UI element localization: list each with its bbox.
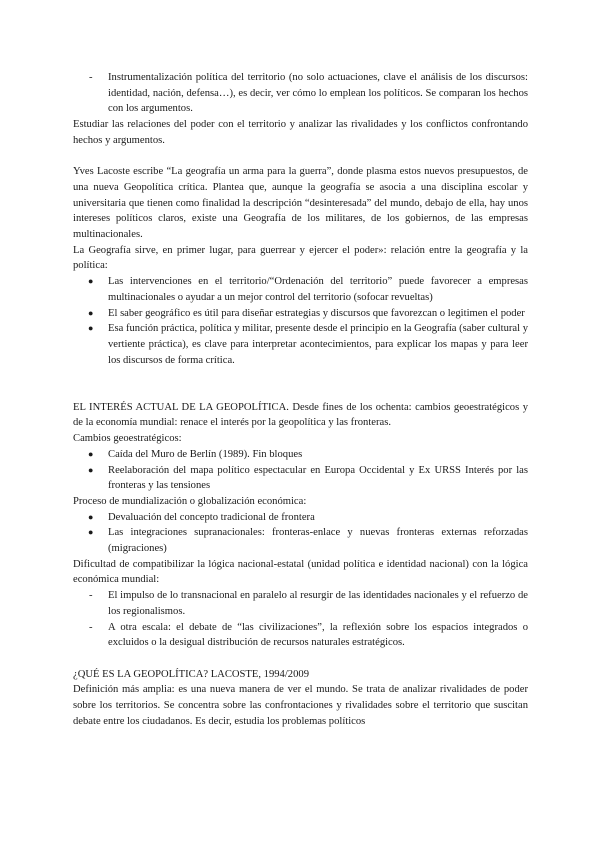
section-heading: ¿QUÉ ES LA GEOPOLÍTICA? LACOSTE, 1994/2009 — [73, 668, 309, 680]
dash-marker: - — [89, 590, 93, 602]
bullet-item-text: Caída del Muro de Berlín (1989). Fin bloques — [108, 448, 303, 460]
paragraph: Estudiar las relaciones del poder con el territorio y analizar las rivalidades y los conflictos confrontando hechos y argumentos. — [73, 119, 528, 146]
bullet-item-text: El saber geográfico es útil para diseñar estrategias y discursos que favorezcan o legitimen el poder — [108, 307, 525, 319]
bullet-list-item — [73, 463, 528, 494]
bullet-list-item — [73, 447, 528, 463]
dash-item-text: Instrumentalización política del territorio (no solo actuaciones, clave el análisis de los discursos: identidad, nación, defensa…), es decir, ver cómo lo emplean los políticos. Se comparan los hechos con los argumentos. — [108, 72, 528, 115]
bullet-marker: ● — [88, 276, 94, 287]
bullet-marker: ● — [88, 511, 94, 522]
bullet-list-item — [73, 321, 528, 368]
paragraph: Definición más amplia: es una nueva manera de ver el mundo. Se trata de analizar rivalidades de poder sobre los territorios. Se concentra sobre las confrontaciones y rivalidades sobre el territorio que suscitan debate entre los ciudadanos. Es decir, estudia los problemas políticos — [73, 684, 528, 727]
paragraph: Proceso de mundialización o globalización económica: — [73, 495, 307, 507]
bullet-item-text: Devaluación del concepto tradicional de frontera — [108, 511, 315, 523]
paragraph: Yves Lacoste escribe “La geografía un arma para la guerra”, donde plasma estos nuevos presupuestos, de una nueva Geopolítica crítica. Plantea que, aunque la geografía se asocia a una disciplina escolar y universitaria que tienen como finalidad la descripción “desinteresada” del mundo, debajo de ella, hay unos intereses políticos claros, existe una Geografía de los militares, de los gobiernos, de las empresas multinacionales. — [73, 166, 528, 241]
bullet-list-item — [73, 510, 528, 526]
bullet-marker: ● — [88, 307, 94, 318]
dash-item-text: A otra escala: el debate de “las civilizaciones”, la reflexión sobre los espacios integrados o excluidos o la desigual distribución de recursos naturales estratégicos. — [108, 621, 528, 649]
dash-list-item — [73, 588, 528, 619]
bullet-list-item — [73, 274, 528, 305]
paragraph: Cambios geoestratégicos: — [73, 433, 182, 445]
section-heading-paragraph: EL INTERÉS ACTUAL DE LA GEOPOLÍTICA. Desde fines de los ochenta: cambios geoestratégicos y de la economía mundial: renace el interés por la geopolítica y las fronteras. — [73, 401, 528, 429]
bullet-list-item — [73, 525, 528, 556]
paragraph: La Geografía sirve, en primer lugar, para guerrear y ejercer el poder»: relación entre la geografía y la política: — [73, 244, 528, 272]
paragraph: Dificultad de compatibilizar la lógica nacional-estatal (unidad política e identidad nacional) con la lógica económica mundial: — [73, 558, 528, 586]
bullet-item-text: Las integraciones supranacionales: fronteras-enlace y nuevas fronteras externas reforzadas (migraciones) — [108, 527, 528, 555]
bullet-list-item — [73, 306, 528, 322]
bullet-item-text: Reelaboración del mapa político espectacular en Europa Occidental y Ex URSS Interés por las fronteras y las tensiones — [108, 464, 528, 492]
bullet-marker: ● — [88, 448, 94, 459]
document-page — [73, 70, 528, 729]
bullet-marker: ● — [88, 323, 94, 334]
bullet-item-text: Esa función práctica, política y militar, presente desde el principio en la Geografía (saber cultural y vertiente práctica), es clave para interpretar acontecimientos, para explicar los mapas y para leer los discursos de forma crítica. — [108, 323, 528, 366]
bullet-item-text: Las intervenciones en el territorio/“Ordenación del territorio” puede favorecer a empresas multinacionales o ayudar a un mejor control del territorio (sofocar revueltas) — [108, 276, 528, 303]
dash-marker: - — [89, 72, 93, 83]
dash-marker: - — [89, 621, 93, 633]
bullet-marker: ● — [88, 527, 94, 538]
dash-list-item — [73, 70, 528, 117]
dash-list-item — [73, 620, 528, 651]
bullet-marker: ● — [88, 464, 94, 475]
dash-item-text: El impulso de lo transnacional en paralelo al resurgir de las identidades nacionales y el refuerzo de los regionalismos. — [108, 590, 528, 617]
